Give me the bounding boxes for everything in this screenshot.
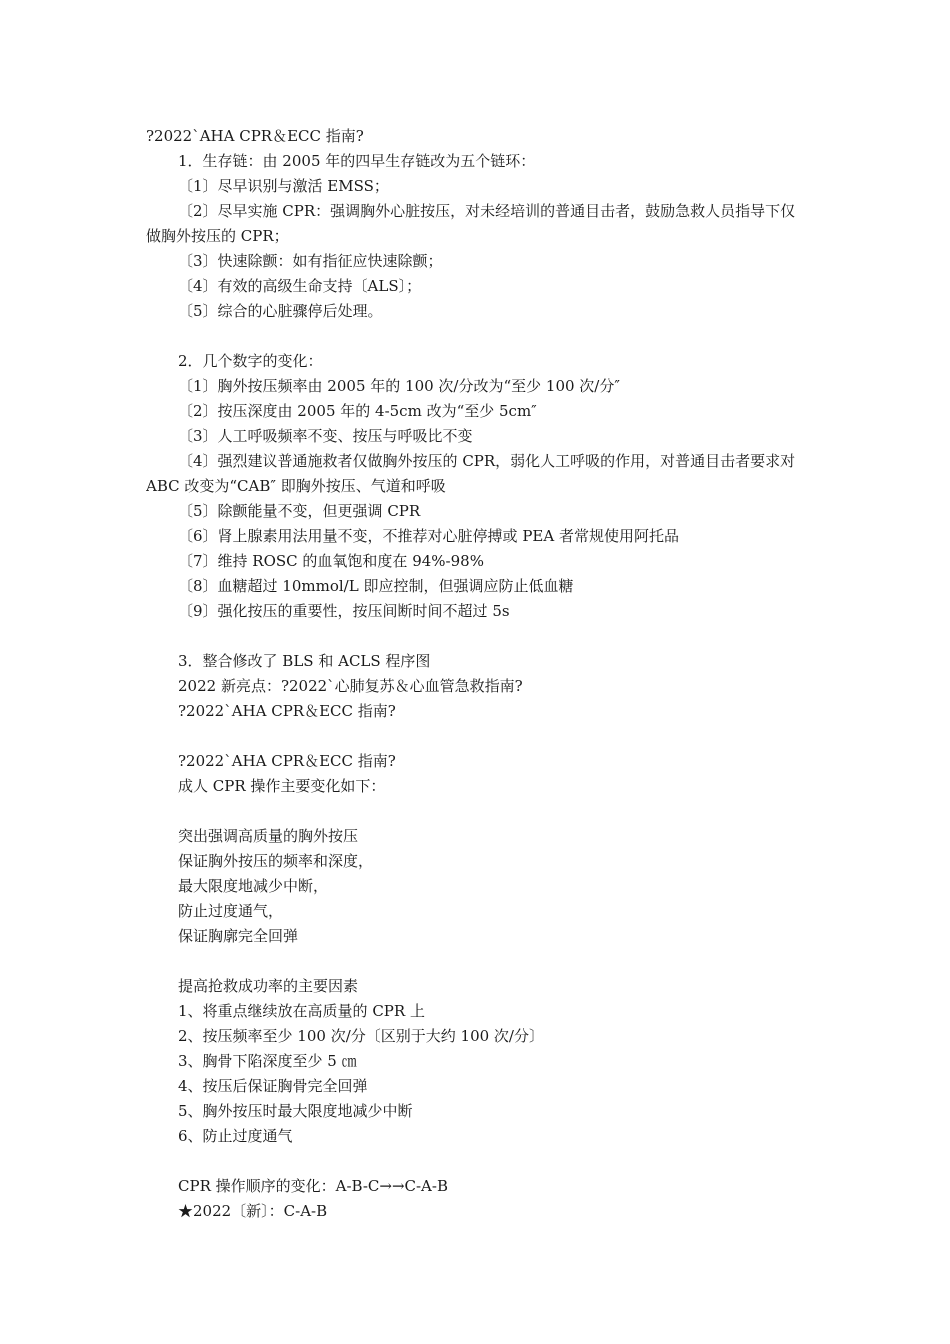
blank-line (146, 724, 796, 749)
document-title: ?2022`AHA CPR＆ECC 指南? (146, 127, 364, 145)
section2-heading: 2．几个数字的变化： (178, 352, 323, 370)
section6-item: 1、将重点继续放在高质量的 CPR 上 (178, 1002, 425, 1020)
section3-line: 2022 新亮点：?2022`心肺复苏＆心血管急救指南? (178, 677, 523, 695)
section7-line: ★2022〔新〕：C-A-B (178, 1202, 328, 1220)
blank-line (146, 949, 796, 974)
section6-heading: 提高抢救成功率的主要因素 (178, 977, 359, 995)
section3-heading: 3．整合修改了 BLS 和 ACLS 程序图 (178, 652, 431, 670)
section7-line: CPR 操作顺序的变化：A-B-C→→C-A-B (178, 1177, 448, 1195)
blank-line (146, 324, 796, 349)
section5-line: 防止过度通气， (178, 902, 284, 920)
blank-line (146, 624, 796, 649)
section4-line: ?2022`AHA CPR＆ECC 指南? (178, 752, 396, 770)
section2-item: 〔6〕肾上腺素用法用量不变，不推荐对心脏停搏或 PEA 者常规使用阿托品 (178, 527, 679, 545)
section1-item: 〔2〕尽早实施 CPR：强调胸外心脏按压，对未经培训的普通目击者，鼓励急救人员指导下仅做胸外按压的 CPR； (146, 202, 796, 245)
section2-item: 〔1〕胸外按压频率由 2005 年的 100 次/分改为“至少 100 次/分″ (178, 377, 620, 395)
section2-item: 〔3〕人工呼吸频率不变、按压与呼吸比不变 (178, 427, 473, 445)
section1-item: 〔5〕综合的心脏骤停后处理。 (178, 302, 383, 320)
section4-line: 成人 CPR 操作主要变化如下： (178, 777, 386, 795)
section2-item: 〔8〕血糖超过 10mmol/L 即应控制，但强调应防止低血糖 (178, 577, 574, 595)
blank-line (146, 799, 796, 824)
section2-item: 〔7〕维持 ROSC 的血氧饱和度在 94%-98% (178, 552, 484, 570)
section6-item: 2、按压频率至少 100 次/分〔区别于大约 100 次/分〕 (178, 1027, 544, 1045)
section6-item: 3、胸骨下陷深度至少 5 ㎝ (178, 1052, 357, 1070)
section5-line: 最大限度地减少中断， (178, 877, 329, 895)
section1-item: 〔4〕有效的高级生命支持〔ALS〕； (178, 277, 422, 295)
section1-item: 〔1〕尽早识别与激活 EMSS； (178, 177, 389, 195)
section5-line: 保证胸廓完全回弹 (178, 927, 299, 945)
blank-line (146, 1149, 796, 1174)
section2-item: 〔4〕强烈建议普通施救者仅做胸外按压的 CPR，弱化人工呼吸的作用，对普通目击者要求对 ABC 改变为“CAB″ 即胸外按压、气道和呼吸 (146, 452, 796, 495)
section2-item: 〔2〕按压深度由 2005 年的 4-5cm 改为“至少 5cm″ (178, 402, 537, 420)
section3-line: ?2022`AHA CPR＆ECC 指南? (178, 702, 396, 720)
section2-item: 〔5〕除颤能量不变，但更强调 CPR (178, 502, 421, 520)
section6-item: 4、按压后保证胸骨完全回弹 (178, 1077, 368, 1095)
section6-item: 5、胸外按压时最大限度地减少中断 (178, 1102, 413, 1120)
section5-line: 保证胸外按压的频率和深度， (178, 852, 374, 870)
section1-heading: 1．生存链：由 2005 年的四早生存链改为五个链环： (178, 152, 536, 170)
section6-item: 6、防止过度通气 (178, 1127, 293, 1145)
section2-item: 〔9〕强化按压的重要性，按压间断时间不超过 5s (178, 602, 510, 620)
section1-item: 〔3〕快速除颤：如有指征应快速除颤； (178, 252, 443, 270)
document-body (146, 124, 796, 1224)
section5-line: 突出强调高质量的胸外按压 (178, 827, 359, 845)
